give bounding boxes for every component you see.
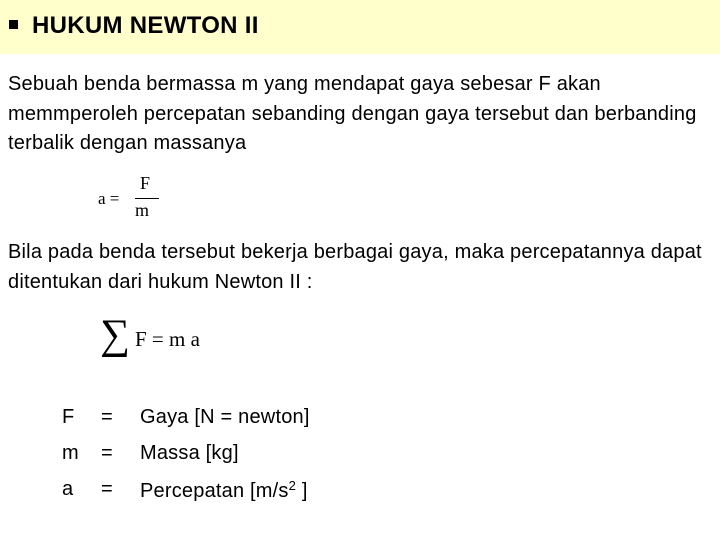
formula-expression: F = m a <box>135 327 200 351</box>
legend-row-mass <box>0 442 720 472</box>
legend-equals: = <box>101 442 113 464</box>
legend-equals: = <box>101 406 113 428</box>
legend-row-acceleration <box>0 478 720 508</box>
legend-equals: = <box>101 478 113 500</box>
formula-numerator: F <box>140 173 151 193</box>
legend-symbol: F <box>62 406 75 428</box>
formula-newton-second-law <box>100 312 230 368</box>
slide-title: HUKUM NEWTON II <box>32 12 259 39</box>
legend-row-force <box>0 406 720 436</box>
legend-description-text: Percepatan [m/s <box>140 480 289 502</box>
formula-denominator: m <box>135 200 150 220</box>
square-bullet-icon <box>9 20 18 29</box>
legend-superscript: 2 <box>288 478 297 493</box>
legend-description: Gaya [N = newton] <box>140 406 310 428</box>
formula-acceleration <box>98 172 168 230</box>
legend-symbol: m <box>62 442 79 464</box>
fraction-bar <box>135 198 159 199</box>
legend-description-suffix: ] <box>296 480 308 502</box>
legend-description <box>140 478 308 503</box>
title-bar <box>0 0 720 54</box>
paragraph-1: Sebuah benda bermassa m yang mendapat gaya sebesar F akan memmperoleh percepatan sebanding dengan gaya tersebut dan berbanding terbalik dengan massanya <box>8 73 697 154</box>
formula-lhs: a = <box>98 189 120 208</box>
sigma-icon: ∑ <box>100 312 130 358</box>
paragraph-2: Bila pada benda tersebut bekerja berbagai gaya, maka percepatannya dapat ditentukan dari hukum Newton II : <box>8 241 702 293</box>
legend-symbol: a <box>62 478 74 500</box>
legend-description: Massa [kg] <box>140 442 239 464</box>
